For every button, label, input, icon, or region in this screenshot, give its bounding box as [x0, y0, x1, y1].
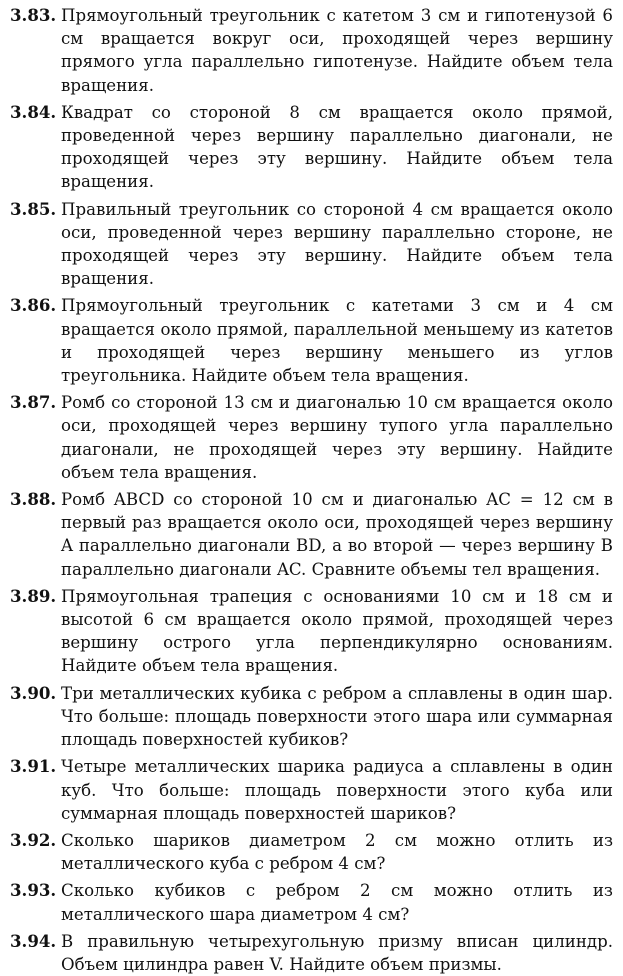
problem-number: 3.92.: [10, 829, 57, 850]
problem-text: Прямоугольный треугольник с катетами 3 см и 4 см вращается около прямой, параллельной меньшему из катетов и проходящей через вершину меньшего из углов треугольника. Найдите объем тела вращения.: [61, 296, 613, 386]
problem-3-90: [10, 682, 613, 752]
problem-3-91: [10, 755, 613, 825]
problem-number: 3.88.: [10, 489, 57, 510]
problem-3-85: [10, 198, 613, 291]
problem-text: Три металлических кубика с ребром a сплавлены в один шар. Что больше: площадь поверхности этого шара или суммарная площадь поверхностей кубиков?: [61, 683, 613, 750]
problem-number: 3.94.: [10, 930, 57, 951]
problem-text: Правильный треугольник со стороной 4 см вращается около оси, проведенной через вершину параллельно стороне, не проходящей через эту вершину. Найдите объем тела вращения.: [61, 199, 613, 289]
problem-3-88: [10, 488, 613, 581]
problem-number: 3.87.: [10, 392, 57, 413]
problem-3-94: [10, 930, 613, 976]
problem-text: Ромб ABCD со стороной 10 см и диагональю AC = 12 см в первый раз вращается около оси, проходящей через вершину A параллельно диагонали BD, а во второй — через вершину B параллельно диагонали AC. Сравните объемы тел вращения.: [61, 490, 613, 579]
problem-3-84: [10, 101, 613, 194]
problem-text: Сколько шариков диаметром 2 см можно отлить из металлического куба с ребром 4 см?: [61, 830, 613, 874]
problem-number: 3.84.: [10, 101, 57, 122]
problem-3-87: [10, 391, 613, 484]
problem-number: 3.93.: [10, 880, 57, 901]
problem-number: 3.85.: [10, 198, 57, 219]
problem-number: 3.86.: [10, 295, 57, 316]
problem-text: Сколько кубиков с ребром 2 см можно отлить из металлического шара диаметром 4 см?: [61, 881, 613, 924]
problem-3-93: [10, 879, 613, 925]
problem-number: 3.91.: [10, 756, 57, 777]
problem-text: Четыре металлических шарика радиуса a сплавлены в один куб. Что больше: площадь поверхности этого куба или суммарная площадь поверхностей шариков?: [61, 757, 613, 823]
problem-text: Квадрат со стороной 8 см вращается около прямой, проведенной через вершину параллельно диагонали, не проходящей через эту вершину. Найдите объем тела вращения.: [61, 102, 613, 192]
problem-number: 3.89.: [10, 585, 57, 606]
problem-text: В правильную четырехугольную призму вписан цилиндр. Объем цилиндра равен V. Найдите объем призмы.: [61, 931, 613, 974]
problem-text: Прямоугольный треугольник с катетом 3 см и гипотенузой 6 см вращается вокруг оси, проходящей через вершину прямого угла параллельно гипотенузе. Найдите объем тела вращения.: [61, 6, 613, 95]
problem-text: Прямоугольная трапеция с основаниями 10 см и 18 см и высотой 6 см вращается около прямой, проходящей через вершину острого угла перпендикулярно основаниям. Найдите объем тела вращения.: [61, 586, 613, 676]
problem-number: 3.83.: [10, 5, 57, 25]
problem-3-92: [10, 829, 613, 875]
problem-text: Ромб со стороной 13 см и диагональю 10 см вращается около оси, проходящей через вершину тупого угла параллельно диагонали, не проходящей через эту вершину. Найдите объем тела вращения.: [61, 393, 613, 482]
problem-3-83: [10, 4, 613, 97]
problem-3-89: [10, 585, 613, 678]
problem-number: 3.90.: [10, 682, 57, 703]
problem-3-86: [10, 294, 613, 387]
